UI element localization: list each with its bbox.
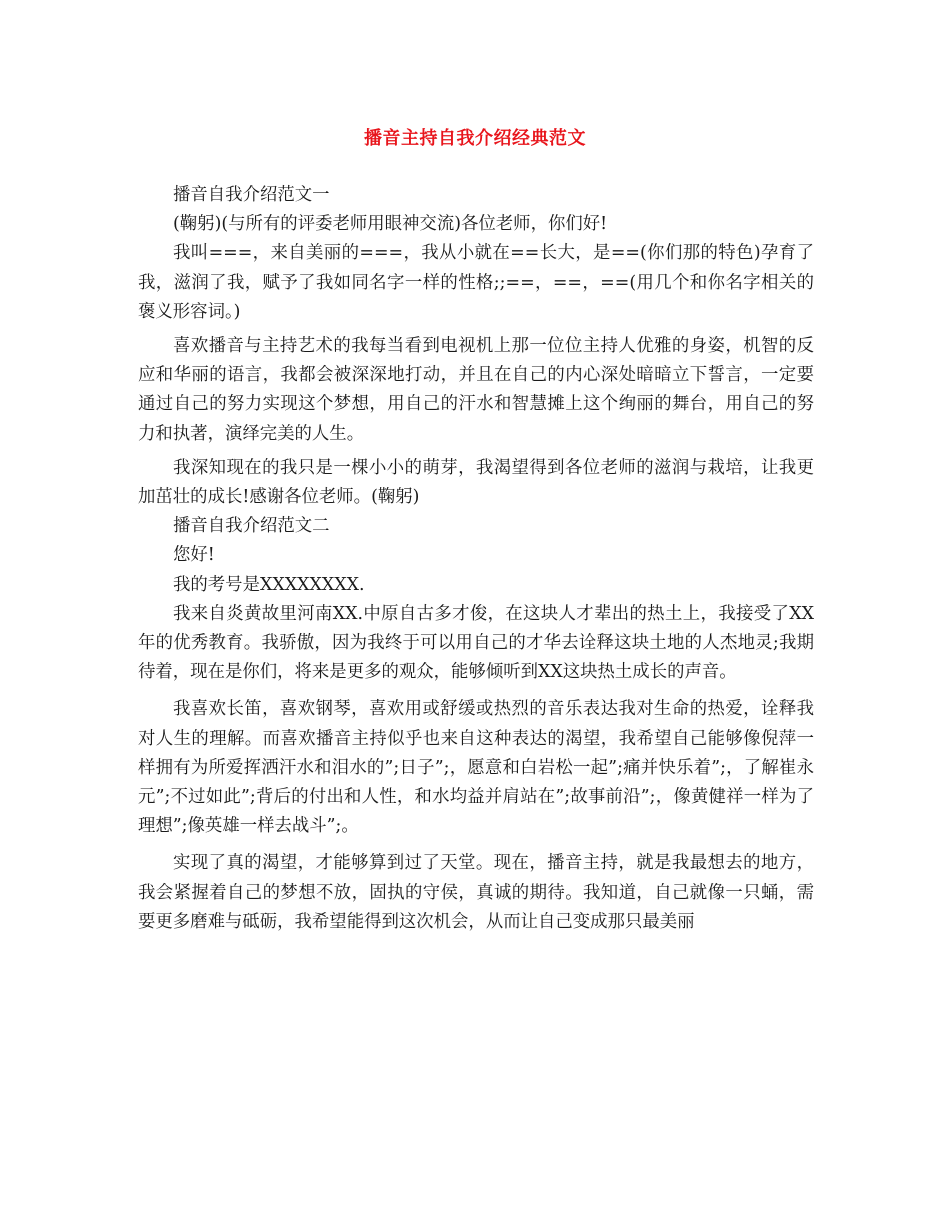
document-title: 播音主持自我介绍经典范文 [364, 128, 586, 149]
paragraph: 实现了真的渴望，才能够算到过了天堂。现在，播音主持，就是我最想去的地方，我会紧握着自己的梦想不放，固执的守侯，真诚的期待。我知道，自己就像一只蛹，需要更多磨难与砥砺，我希望能得到这次机会，从而让自己变成那只最美丽 [138, 853, 814, 932]
paragraph: 我喜欢长笛，喜欢钢琴，喜欢用或舒缓或热烈的音乐表达我对生命的热爱，诠释我对人生的理解。而喜欢播音主持似乎也来自这种表达的渴望，我希望自己能够像倪萍一样拥有为所爱挥洒汗水和泪水的”;日子”;，愿意和白岩松一起”;痛并快乐着”;，了解崔永元”;不过如此”;背后的付出和人性，和水均益并肩站在”;故事前沿”;，像黄健祥一样为了理想”;像英雄一样去战斗”;。 [138, 699, 814, 837]
paragraph: 我来自炎黄故里河南XX.中原自古多才俊，在这块人才辈出的热土上，我接受了XX年的优秀教育。我骄傲，因为我终于可以用自己的才华去诠释这块土地的人杰地灵;我期待着，现在是你们，将来是更多的观众，能够倾听到XX这块热土成长的声音。 [138, 603, 814, 683]
paragraph: 我叫===，来自美丽的===，我从小就在==长大，是==(你们那的特色)孕育了我，滋润了我，赋予了我如同名字一样的性格;;==，==，==(用几个和你名字相关的褒义形容词。) [138, 243, 814, 322]
paragraph: 您好! [173, 545, 215, 566]
paragraph: 喜欢播音与主持艺术的我每当看到电视机上那一位位主持人优雅的身姿，机智的反应和华丽的语言，我都会被深深地打动，并且在自己的内心深处暗暗立下誓言，一定要通过自己的努力实现这个梦想，用自己的汗水和智慧摊上这个绚丽的舞台，用自己的努力和执著，演绎完美的人生。 [138, 336, 814, 444]
paragraph: (鞠躬)(与所有的评委老师用眼神交流)各位老师，你们好! [173, 214, 608, 235]
paragraph: 我深知现在的我只是一棵小小的萌芽，我渴望得到各位老师的滋润与栽培，让我更加茁壮的成长!感谢各位老师。(鞠躬) [138, 457, 814, 508]
section-heading-2: 播音自我介绍范文二 [173, 516, 330, 537]
document-body [138, 181, 814, 937]
paragraph: 我的考号是XXXXXXXX. [173, 574, 365, 595]
section-heading-1: 播音自我介绍范文一 [173, 185, 330, 205]
